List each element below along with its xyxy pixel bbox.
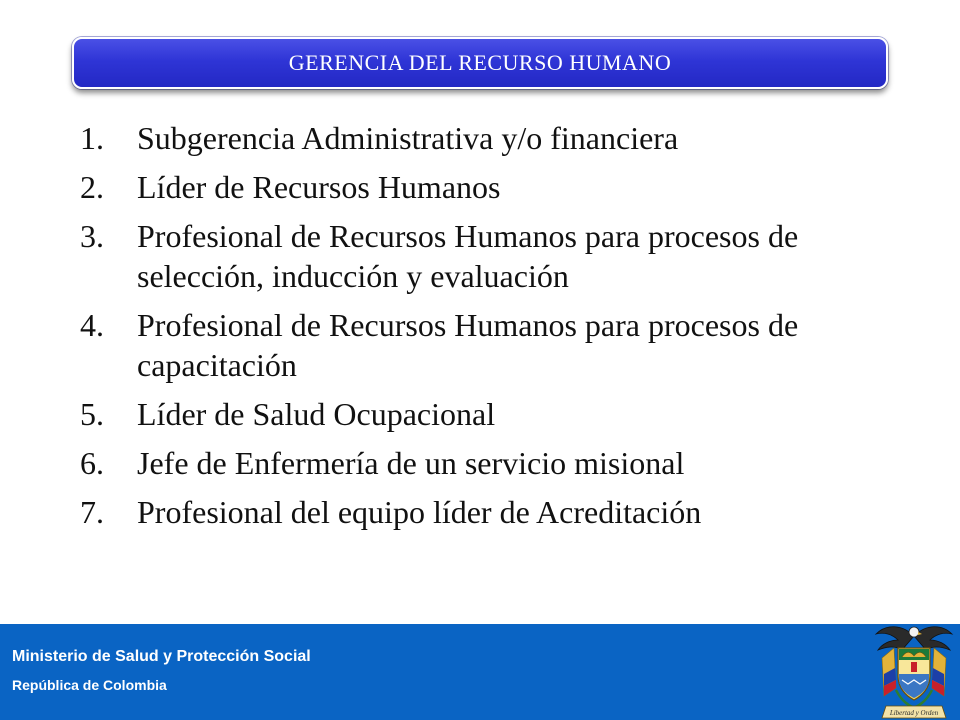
list-item: [80, 167, 880, 207]
list-item: [80, 216, 880, 296]
coat-of-arms-icon: [872, 618, 956, 720]
list-item-text: Subgerencia Administrativa y/o financiera: [137, 120, 679, 156]
list-item: [80, 492, 880, 532]
emblem-motto: Libertad y Orden: [889, 709, 939, 717]
list-item-number: 1.: [80, 120, 104, 156]
list-item-text: Jefe de Enfermería de un servicio misional: [137, 445, 685, 481]
list-item: [80, 443, 880, 483]
list-item: [80, 394, 880, 434]
list-item-text: Líder de Recursos Humanos: [137, 169, 501, 205]
list-item-number: 6.: [80, 445, 104, 481]
list-item-number: 5.: [80, 396, 104, 432]
list-item: [80, 118, 880, 158]
list-item-text: Profesional de Recursos Humanos para procesos de selección, inducción y evaluación: [137, 218, 799, 294]
content-list: [80, 118, 880, 541]
ministry-name: Ministerio de Salud y Protección Social: [12, 648, 311, 665]
list-item: [80, 305, 880, 385]
list-item-number: 2.: [80, 169, 104, 205]
list-item-text: Profesional del equipo líder de Acreditación: [137, 494, 702, 530]
list-item-number: 7.: [80, 494, 104, 530]
list-item-text: Líder de Salud Ocupacional: [137, 396, 496, 432]
slide-title: GERENCIA DEL RECURSO HUMANO: [288, 50, 672, 75]
footer-bar: [0, 624, 960, 720]
list-item-number: 4.: [80, 307, 104, 343]
list-item-number: 3.: [80, 218, 104, 254]
country-name: República de Colombia: [12, 677, 167, 693]
title-bar: [72, 37, 888, 89]
list-item-text: Profesional de Recursos Humanos para procesos de capacitación: [137, 307, 799, 383]
